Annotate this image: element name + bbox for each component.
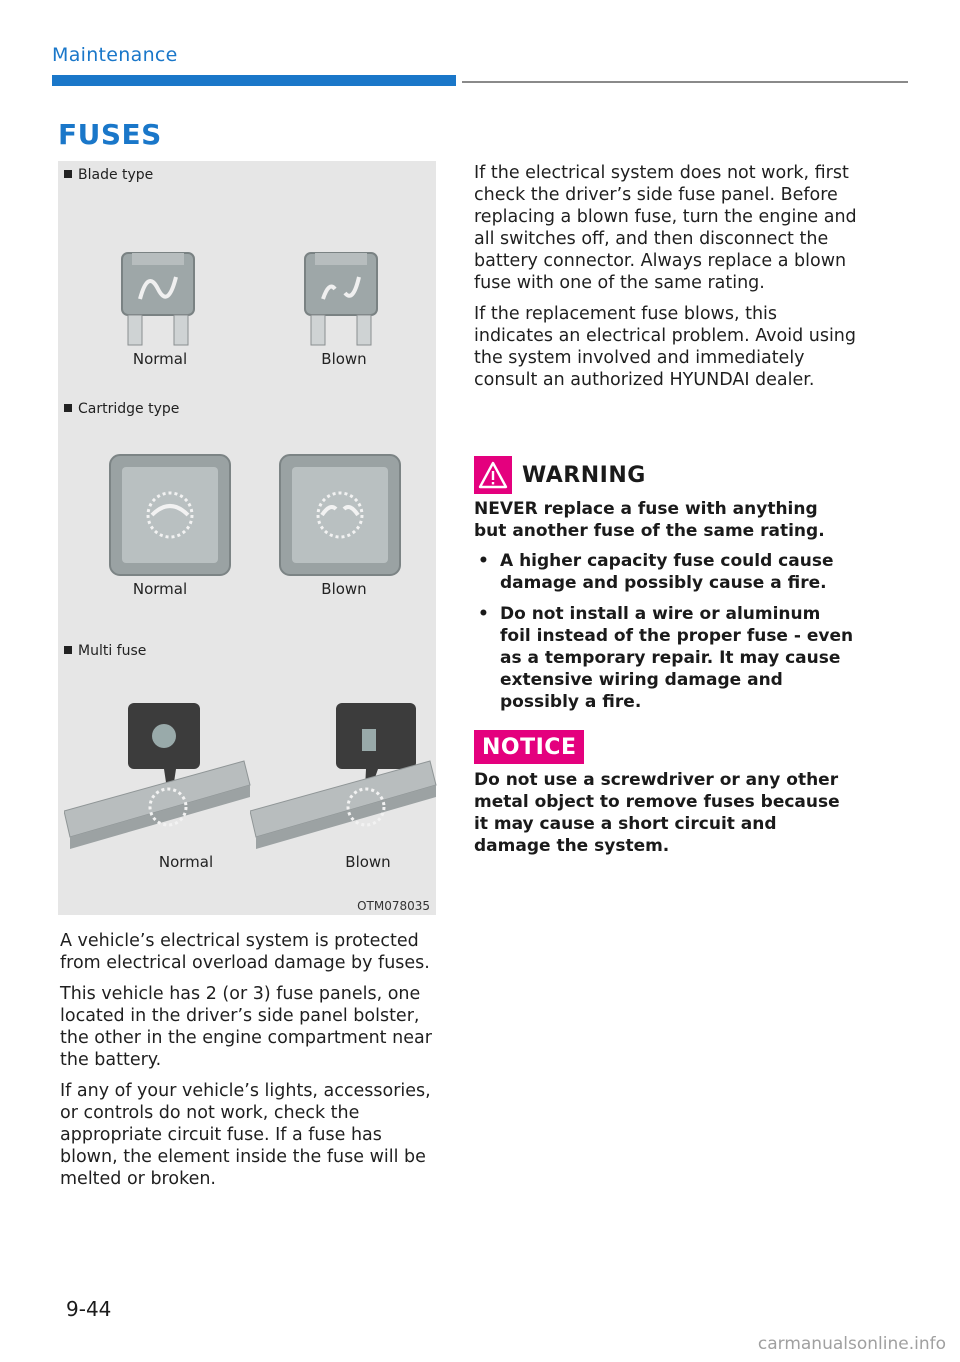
paragraph: If any of your vehicle’s lights, accessories, or controls do not work, check the appropriate circuit fuse. If a fuse has blown, the element inside the fuse will be melted or broken. — [60, 1081, 431, 1189]
blade-type-label: Blade type — [64, 167, 153, 183]
cartridge-type-label: Cartridge type — [64, 401, 179, 417]
figure-code: OTM078035 — [357, 899, 430, 913]
right-column-text — [474, 162, 858, 400]
page-number: 9-44 — [66, 1297, 112, 1321]
blade-fuse-blown-image — [301, 249, 381, 349]
blade-blown-caption: Blown — [321, 350, 367, 368]
page-title: FUSES — [58, 118, 162, 151]
multi-fuse-blown-image — [250, 701, 440, 851]
cartridge-fuse-blown-image — [278, 453, 402, 577]
cartridge-normal-caption: Normal — [132, 580, 188, 598]
blade-fuse-normal-image — [118, 249, 198, 349]
fuse-figure — [58, 161, 436, 915]
warning-triangle-icon — [474, 456, 512, 494]
paragraph: If the electrical system does not work, first check the driver’s side fuse panel. Before replacing a blown fuse, turn the engine and all switches off, and then disconnect the battery connector. Always replace a blown fuse with one of the same rating. — [474, 163, 857, 293]
warning-title: WARNING — [522, 462, 646, 488]
multi-fuse-label: Multi fuse — [64, 643, 146, 659]
multi-fuse-normal-image — [64, 701, 254, 851]
warning-list — [474, 550, 854, 713]
multi-blown-caption: Blown — [345, 853, 391, 871]
list-item: • Do not install a wire or aluminum foil instead of the proper fuse - even as a temporary repair. It may cause extensive wiring damage and possibly a fire. — [474, 603, 854, 713]
watermark: carmanualsonline.info — [757, 1334, 946, 1354]
list-item: • A higher capacity fuse could cause damage and possibly cause a fire. — [474, 550, 854, 594]
header-rule — [462, 81, 908, 83]
paragraph: If the replacement fuse blows, this indicates an electrical problem. Avoid using the system involved and immediately consult an authorized HYUNDAI dealer. — [474, 304, 857, 390]
cartridge-blown-caption: Blown — [321, 580, 367, 598]
warning-intro: NEVER replace a fuse with anything but another fuse of the same rating. — [474, 499, 825, 541]
cartridge-fuse-normal-image — [108, 453, 232, 577]
header-rule-accent — [52, 75, 456, 86]
paragraph: A vehicle’s electrical system is protected from electrical overload damage by fuses. — [60, 931, 430, 973]
blade-normal-caption: Normal — [132, 350, 188, 368]
warning-body — [474, 498, 854, 722]
left-column-text — [60, 930, 436, 1199]
section-label: Maintenance — [52, 44, 178, 66]
notice-body: Do not use a screwdriver or any other metal object to remove fuses because it may cause a short circuit and damage the system. — [474, 770, 840, 856]
notice-badge: NOTICE — [474, 730, 584, 764]
paragraph: This vehicle has 2 (or 3) fuse panels, one located in the driver’s side panel bolster, the other in the engine compartment near the battery. — [60, 984, 432, 1070]
warning-header — [474, 455, 646, 495]
multi-normal-caption: Normal — [158, 853, 214, 871]
